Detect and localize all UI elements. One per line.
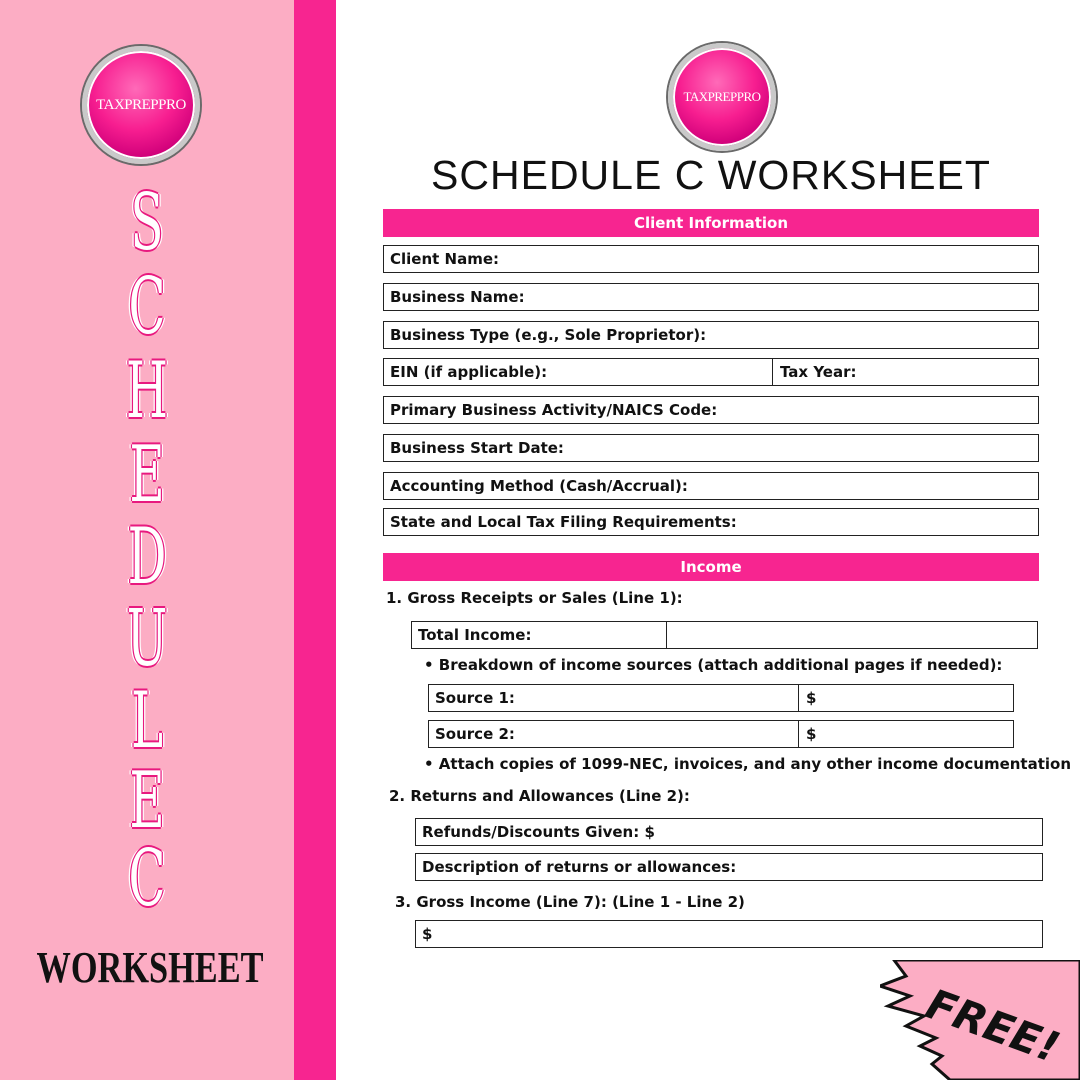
vertical-letter: U	[126, 594, 168, 684]
naics-field[interactable]	[383, 396, 1039, 424]
vertical-letter: E	[129, 430, 165, 520]
business-type-field[interactable]	[383, 321, 1039, 349]
field-label: Source 1:	[435, 689, 515, 707]
source-2-row[interactable]	[428, 720, 1014, 748]
returns-allowances-label: 2. Returns and Allowances (Line 2):	[389, 787, 690, 805]
taxpreppro-logo-top	[668, 43, 776, 151]
logo-text: TAXPREPPRO	[96, 96, 186, 113]
field-label: Business Name:	[390, 288, 525, 306]
field-label: Primary Business Activity/NAICS Code:	[390, 401, 718, 419]
vertical-letter: H	[125, 346, 169, 436]
field-label: Description of returns or allowances:	[422, 858, 737, 876]
client-name-field[interactable]	[383, 245, 1039, 273]
ein-tax-year-row	[383, 358, 1039, 386]
field-label: Business Type (e.g., Sole Proprietor):	[390, 326, 707, 344]
field-label: Accounting Method (Cash/Accrual):	[390, 477, 688, 495]
logo-text: TAXPREPPRO	[683, 89, 761, 104]
field-label: Total Income:	[418, 626, 532, 644]
attach-bullet: • Attach copies of 1099-NEC, invoices, and any other income documentation	[424, 755, 1072, 773]
pink-stripe	[294, 0, 336, 1080]
vertical-letter: D	[127, 512, 167, 602]
gross-income-field[interactable]	[415, 920, 1043, 948]
dollar-sign: $	[806, 689, 817, 707]
gross-income-label: 3. Gross Income (Line 7): (Line 1 - Line 2)	[395, 893, 745, 911]
field-label: State and Local Tax Filing Requirements:	[390, 513, 737, 531]
vertical-letter: E	[129, 756, 165, 846]
worksheet-label: WORKSHEET	[36, 943, 264, 992]
business-name-field[interactable]	[383, 283, 1039, 311]
field-divider	[798, 721, 799, 747]
start-date-field[interactable]	[383, 434, 1039, 462]
returns-description-field[interactable]	[415, 853, 1043, 881]
total-income-input[interactable]	[668, 622, 1037, 648]
source-1-row[interactable]	[428, 684, 1014, 712]
client-information-header: Client Information	[383, 209, 1039, 237]
accounting-method-field[interactable]	[383, 472, 1039, 500]
field-label: Source 2:	[435, 725, 515, 743]
field-label: Business Start Date:	[390, 439, 564, 457]
state-local-field[interactable]	[383, 508, 1039, 536]
tax-year-field-label[interactable]: Tax Year:	[780, 363, 857, 381]
ein-field-label[interactable]: EIN (if applicable):	[390, 363, 548, 381]
vertical-letter: S	[130, 178, 164, 268]
total-income-row	[411, 621, 1038, 649]
vertical-letter: L	[130, 676, 164, 766]
field-divider	[798, 685, 799, 711]
field-divider	[666, 622, 667, 648]
page-title: SCHEDULE C WORKSHEET	[431, 152, 991, 198]
vertical-letter: C	[128, 834, 166, 924]
free-label: FREE!	[919, 979, 1066, 1073]
field-divider	[772, 359, 773, 385]
dollar-sign: $	[806, 725, 817, 743]
vertical-letter: C	[128, 262, 166, 352]
breakdown-bullet: • Breakdown of income sources (attach additional pages if needed):	[424, 656, 1003, 674]
refunds-field[interactable]	[415, 818, 1043, 846]
field-label: Client Name:	[390, 250, 500, 268]
dollar-sign: $	[422, 925, 433, 943]
field-label: Refunds/Discounts Given: $	[422, 823, 655, 841]
gross-receipts-label: 1. Gross Receipts or Sales (Line 1):	[386, 589, 683, 607]
taxpreppro-logo-left	[82, 46, 200, 164]
income-header: Income	[383, 553, 1039, 581]
free-badge	[880, 960, 1080, 1080]
